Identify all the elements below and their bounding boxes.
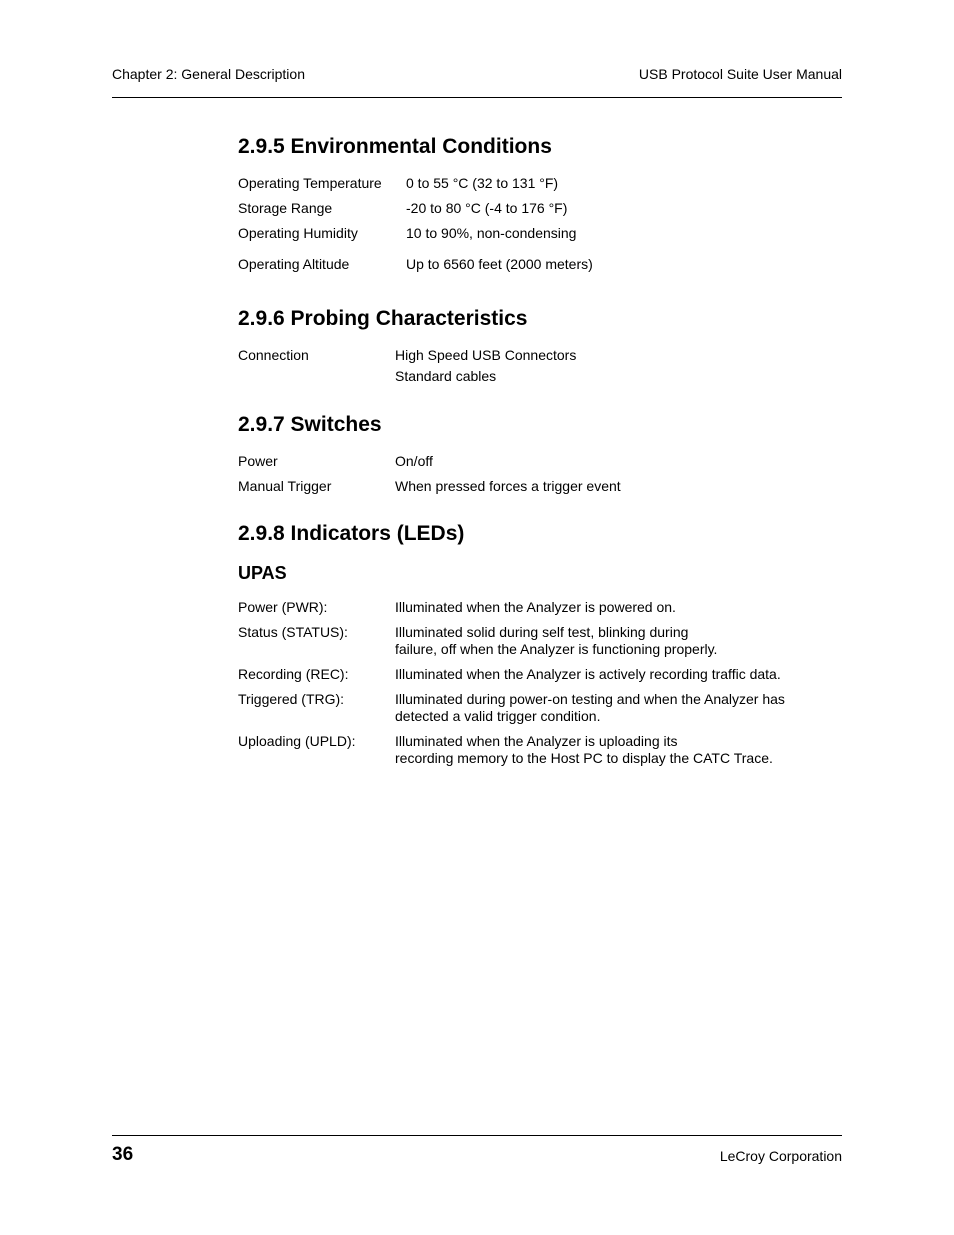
spec-value-line: High Speed USB Connectors	[395, 347, 577, 363]
section-title-environmental: 2.9.5 Environmental Conditions	[238, 135, 552, 158]
spec-label: Storage Range	[238, 200, 333, 216]
spec-value: 0 to 55 °C (32 to 131 °F)	[406, 175, 559, 191]
led-label: Status (STATUS):	[238, 624, 348, 640]
running-header-manual-title: USB Protocol Suite User Manual	[638, 66, 842, 82]
led-description-line: Illuminated when the Analyzer is uploading its	[395, 733, 678, 749]
led-description	[395, 691, 785, 725]
led-label: Uploading (UPLD):	[238, 733, 356, 749]
led-description-line: Illuminated during power-on testing and when the Analyzer has	[395, 691, 785, 707]
spec-label: Operating Temperature	[238, 175, 382, 191]
spec-label: Operating Humidity	[238, 225, 358, 241]
footer-company: LeCroy Corporation	[719, 1148, 842, 1164]
spec-value: When pressed forces a trigger event	[395, 478, 621, 494]
led-label: Triggered (TRG):	[238, 691, 345, 707]
led-description-line: failure, off when the Analyzer is functioning properly.	[395, 641, 718, 657]
spec-value: On/off	[395, 453, 433, 469]
led-description-line: Illuminated when the Analyzer is actively recording traffic data.	[395, 666, 781, 682]
led-description	[395, 666, 781, 683]
led-description	[395, 624, 717, 658]
led-description-line: Illuminated solid during self test, blinking during	[395, 624, 689, 640]
page-number: 36	[112, 1144, 134, 1165]
header-rule	[112, 97, 842, 98]
footer-rule	[112, 1135, 842, 1136]
led-label: Power (PWR):	[238, 599, 328, 615]
spec-label: Power	[238, 453, 278, 469]
section-title-indicators: 2.9.8 Indicators (LEDs)	[238, 522, 465, 545]
spec-label: Connection	[238, 347, 309, 363]
section-title-probing: 2.9.6 Probing Characteristics	[238, 307, 528, 330]
spec-value: -20 to 80 °C (-4 to 176 °F)	[406, 200, 568, 216]
spec-value: Up to 6560 feet (2000 meters)	[406, 256, 593, 272]
spec-value: 10 to 90%, non-condensing	[406, 225, 577, 241]
spec-value	[395, 345, 576, 387]
led-description	[395, 599, 676, 616]
led-description-line: recording memory to the Host PC to display the CATC Trace.	[395, 750, 773, 766]
led-label: Recording (REC):	[238, 666, 349, 682]
subsection-title-upas: UPAS	[238, 563, 287, 583]
spec-value-line: Standard cables	[395, 368, 497, 384]
spec-label: Manual Trigger	[238, 478, 332, 494]
running-header-chapter: Chapter 2: General Description	[112, 66, 305, 82]
led-description-line: Illuminated when the Analyzer is powered on.	[395, 599, 676, 615]
spec-label: Operating Altitude	[238, 256, 350, 272]
section-title-switches: 2.9.7 Switches	[238, 413, 382, 436]
led-description	[395, 733, 773, 767]
led-description-line: detected a valid trigger condition.	[395, 708, 601, 724]
